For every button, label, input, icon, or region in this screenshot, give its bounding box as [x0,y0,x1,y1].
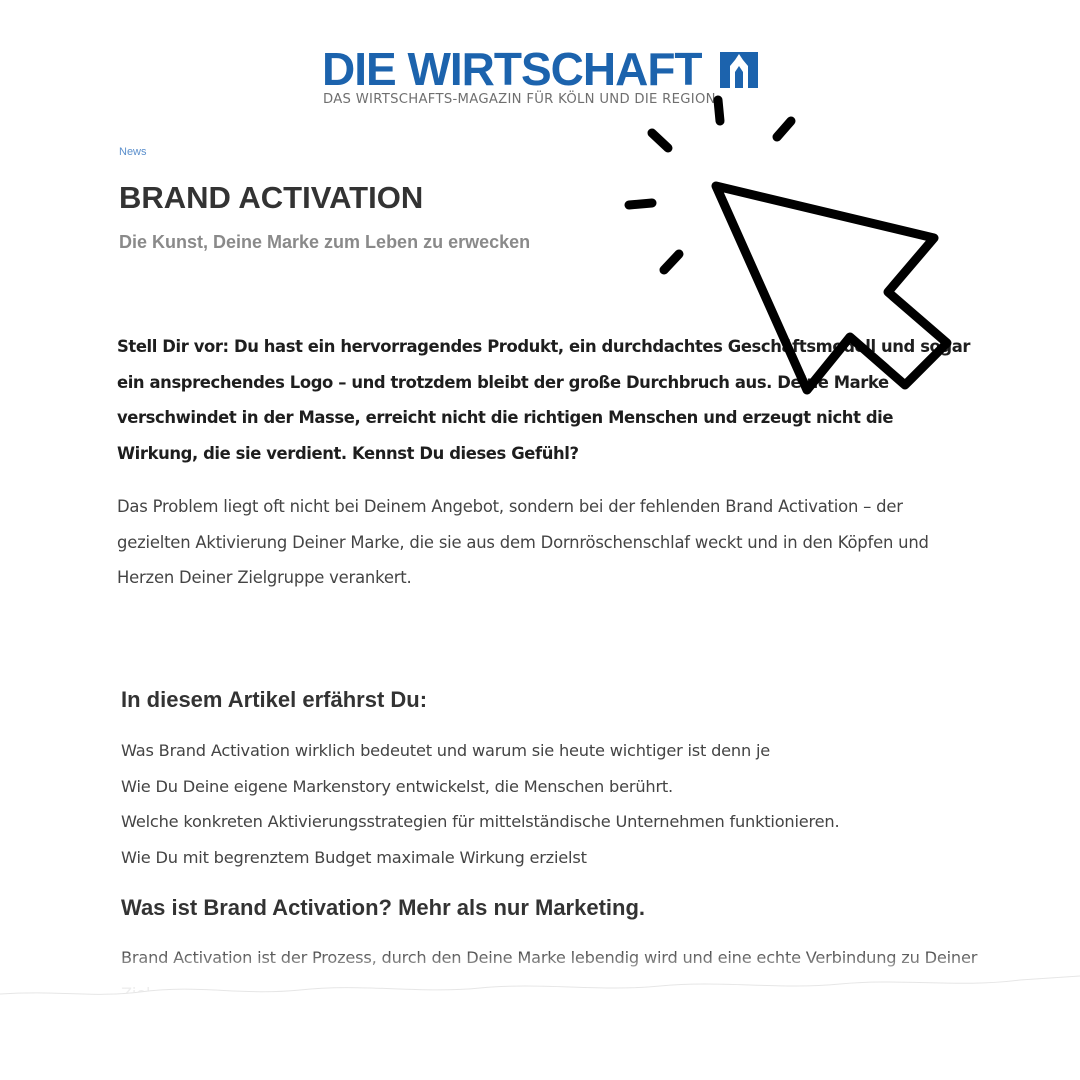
article-title: BRAND ACTIVATION [119,180,424,215]
list-item: Wie Du Deine eigene Markenstory entwickelst, die Menschen berührt. [121,776,673,796]
list-item: Was Brand Activation wirklich bedeutet und warum sie heute wichtiger ist denn je [121,741,771,760]
list-item: Wie Du mit begrenztem Budget maximale Wirkung erzielst [121,847,587,867]
torn-paper-fade [0,950,1080,1080]
intro-paragraph-bold: Stell Dir vor: Du hast ein hervorragendes Produkt, ein durchdachtes Geschäftsmodell und sogar ein ansprechendes Logo – und trotzdem bleibt der große Durchbruch aus. Deine Marke verschwindet in der Masse, erreicht nicht die richtigen Menschen und erzeugt nicht die Wirkung, die sie verdient. Kennst Du dieses Gefühl? [117,337,971,463]
logo-title: DIE WIRTSCHAFT [322,43,702,95]
toc-list [121,733,839,875]
list-item: Welche konkreten Aktivierungsstrategien für mittelständische Unternehmen funktionieren. [121,812,840,831]
toc-heading: In diesem Artikel erfährst Du: [121,687,428,712]
article-subtitle: Die Kunst, Deine Marke zum Leben zu erwecken [119,232,531,252]
intro-paragraph: Das Problem liegt oft nicht bei Deinem Angebot, sondern bei der fehlenden Brand Activation – der gezielten Aktivierung Deiner Marke, die sie aus dem Dornröschenschlaf weckt und in den Köpfen und Herzen Deiner Zielgruppe verankert. [117,497,929,587]
cursor-click-icon [600,90,980,410]
section-heading: Was ist Brand Activation? Mehr als nur Marketing. [121,895,646,920]
breadcrumb-news[interactable]: News [119,146,147,158]
cathedral-icon [720,52,758,88]
logo-tagline: DAS WIRTSCHAFTS-MAGAZIN FÜR KÖLN UND DIE REGION [323,92,716,107]
